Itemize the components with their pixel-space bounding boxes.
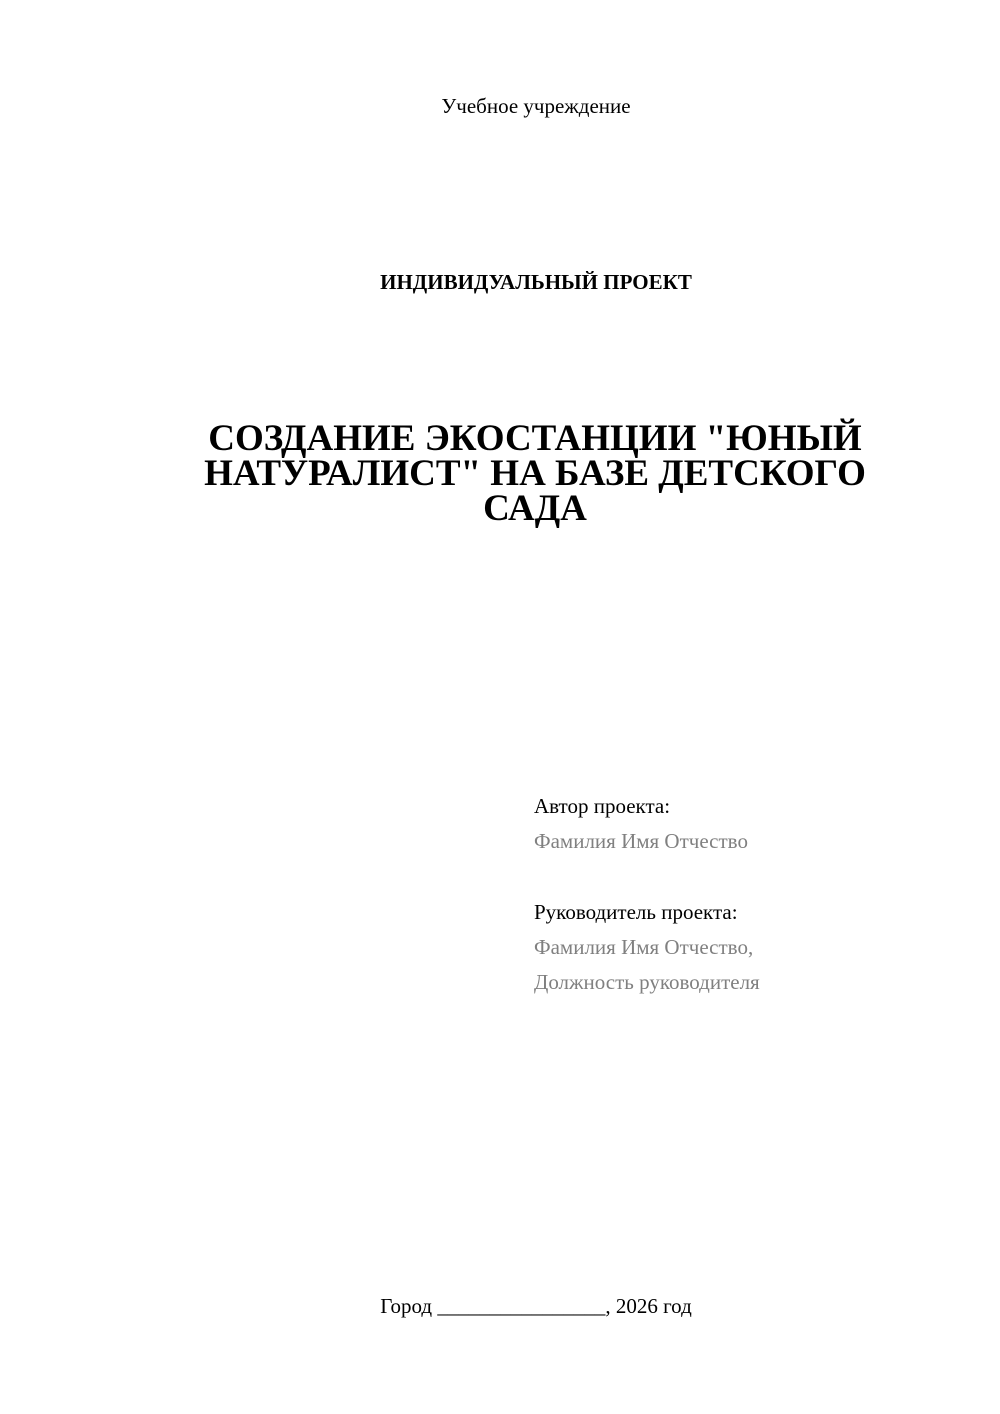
author-label: Автор проекта: xyxy=(534,794,671,818)
document-type: ИНДИВИДУАЛЬНЫЙ ПРОЕКТ xyxy=(380,270,692,294)
project-title: СОЗДАНИЕ ЭКОСТАНЦИИ "ЮНЫЙ НАТУРАЛИСТ" НА БАЗЕ ДЕТСКОГО САДА xyxy=(204,418,866,529)
supervisor-name: Фамилия Имя Отчество, xyxy=(534,935,754,959)
project-people xyxy=(534,789,974,1000)
spacer xyxy=(534,859,974,895)
supervisor-position: Должность руководителя xyxy=(534,970,760,994)
supervisor-label: Руководитель проекта: xyxy=(534,900,738,924)
author-name: Фамилия Имя Отчество xyxy=(534,829,748,853)
city-year-line: Город ________________, 2026 год xyxy=(380,1294,692,1318)
institution-name: Учебное учреждение xyxy=(441,94,631,118)
